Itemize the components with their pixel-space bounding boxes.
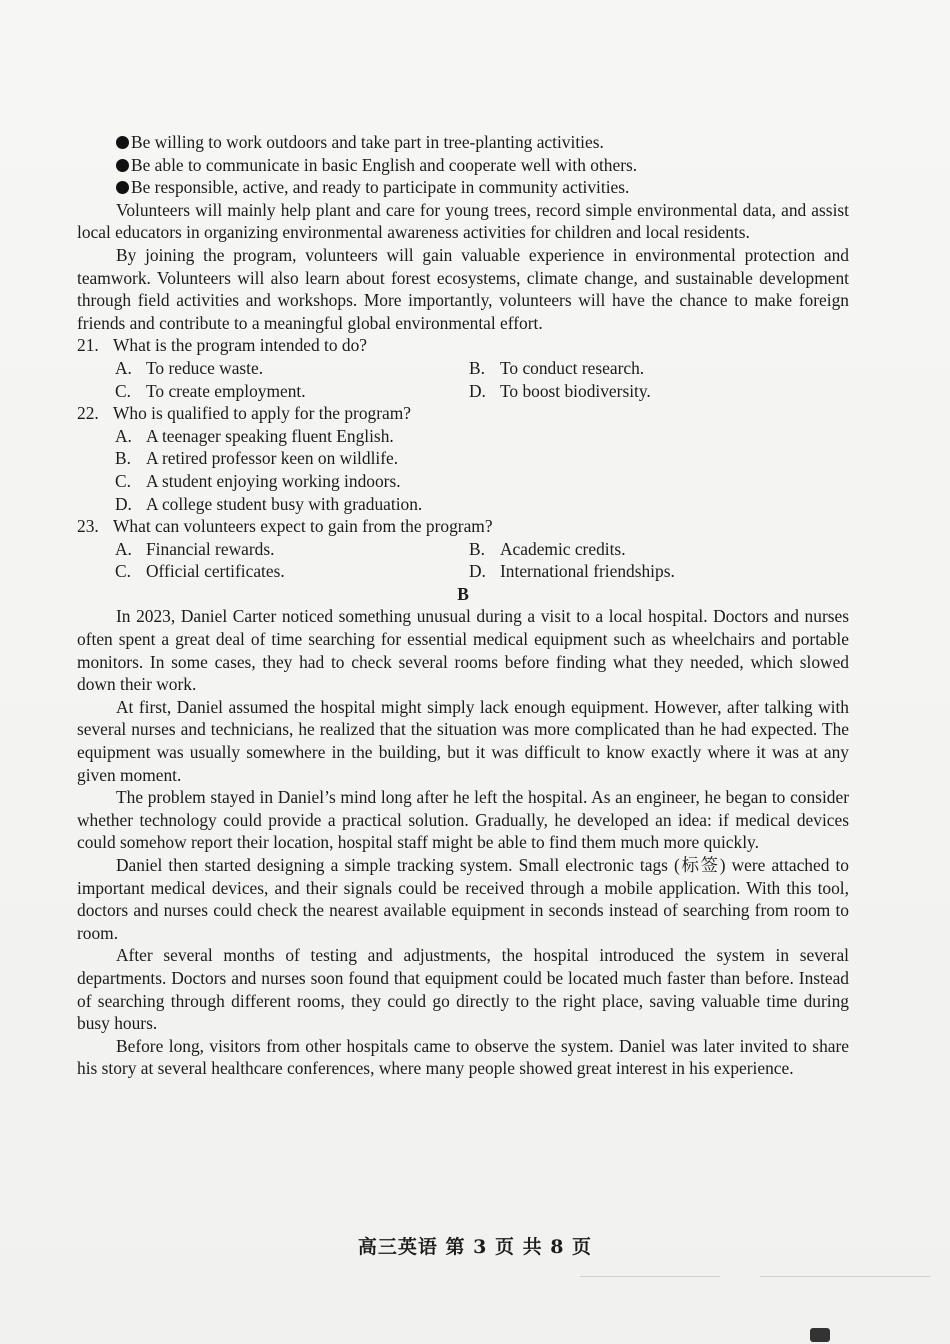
bullet-dot-icon xyxy=(116,159,129,172)
question-22 xyxy=(77,402,849,425)
passage-b-paragraph: After several months of testing and adjustments, the hospital introduced the system in several departments. Doctors and nurses soon found that equipment could be located much faster than before. Instead of searching through different rooms, they could go directly to the right place, saving valuable time during busy hours. xyxy=(77,945,849,1034)
bullet-dot-icon xyxy=(116,136,129,149)
requirement-bullet xyxy=(77,176,849,199)
option-a: A. Financial rewards. xyxy=(115,538,275,559)
options-22 xyxy=(77,425,849,515)
passage-b-paragraph: In 2023, Daniel Carter noticed something unusual during a visit to a local hospital. Doctors and nurses often spent a great deal of time searching for essential medical equipment such as wheelchairs and portable monitors. In some cases, they had to check several rooms before finding what they needed, which slowed down their work. xyxy=(77,606,849,695)
question-21 xyxy=(77,334,849,357)
page-content xyxy=(77,131,849,1080)
option-b: B. A retired professor keen on wildlife. xyxy=(115,448,399,469)
question-number: 23. xyxy=(77,516,99,537)
option-b: B. Academic credits. xyxy=(469,538,626,559)
option-b: B. To conduct research. xyxy=(469,357,645,378)
options-23 xyxy=(77,538,849,583)
bullet-text: Be willing to work outdoors and take part in tree-planting activities. xyxy=(131,132,604,152)
passage-b-paragraph: The problem stayed in Daniel’s mind long after he left the hospital. As an engineer, he began to consider whether technology could provide a practical solution. Gradually, he developed an idea: if medical devices could somehow report their location, hospital staff might be able to find them much more quickly. xyxy=(77,787,849,853)
passage-b-paragraph: Before long, visitors from other hospitals came to observe the system. Daniel was later invited to share his story at several healthcare conferences, where many people showed great interest in his experience. xyxy=(77,1035,849,1079)
option-d: D. To boost biodiversity. xyxy=(469,380,651,401)
option-c: C. A student enjoying working indoors. xyxy=(115,470,401,491)
question-number: 22. xyxy=(77,403,99,424)
requirement-bullet xyxy=(77,154,849,177)
option-d: D. International friendships. xyxy=(469,561,675,582)
scanner-logo-icon xyxy=(810,1328,830,1342)
scan-artifact-line xyxy=(580,1276,720,1277)
passage-a-paragraph: Volunteers will mainly help plant and care for young trees, record simple environmental data, and assist local educators in organizing environmental awareness activities for children and local residents. xyxy=(77,199,849,243)
passage-a-paragraph: By joining the program, volunteers will gain valuable experience in environmental protection and teamwork. Volunteers will also learn about forest ecosystems, climate change, and sustainable development through field activities and workshops. More importantly, volunteers will have the chance to make foreign friends and contribute to a meaningful global environmental effort. xyxy=(77,244,849,333)
option-a: A. To reduce waste. xyxy=(115,357,264,378)
options-21 xyxy=(77,357,849,402)
scan-artifact-line xyxy=(760,1276,930,1277)
section-b-title: B xyxy=(457,583,469,604)
passage-b-paragraph: At first, Daniel assumed the hospital might simply lack enough equipment. However, after talking with several nurses and technicians, he realized that the situation was more complicated than he had expected. The equipment was usually somewhere in the building, but it was difficult to know exactly where it was at any given moment. xyxy=(77,696,849,785)
question-text: What can volunteers expect to gain from the program? xyxy=(113,516,493,537)
question-text: Who is qualified to apply for the program? xyxy=(113,403,411,424)
requirement-bullet xyxy=(77,131,849,154)
page-footer: 高三英语 第 3 页 共 8 页 xyxy=(357,1236,593,1258)
scanner-watermark xyxy=(810,1326,950,1344)
passage-b-paragraph: Daniel then started designing a simple tracking system. Small electronic tags (标签) were attached to important medical devices, and their signals could be received through a mobile application. With this tool, doctors and nurses could check the nearest available equipment in seconds instead of searching from room to room. xyxy=(77,855,849,943)
option-c: C. To create employment. xyxy=(115,380,306,401)
bullet-text: Be responsible, active, and ready to participate in community activities. xyxy=(131,177,630,198)
option-a: A. A teenager speaking fluent English. xyxy=(115,425,394,446)
bullet-text: Be able to communicate in basic English and cooperate well with others. xyxy=(131,154,638,175)
question-number: 21. xyxy=(77,335,99,356)
question-23 xyxy=(77,515,849,538)
question-text: What is the program intended to do? xyxy=(113,335,368,356)
option-d: D. A college student busy with graduation. xyxy=(115,493,423,514)
option-c: C. Official certificates. xyxy=(115,561,285,582)
